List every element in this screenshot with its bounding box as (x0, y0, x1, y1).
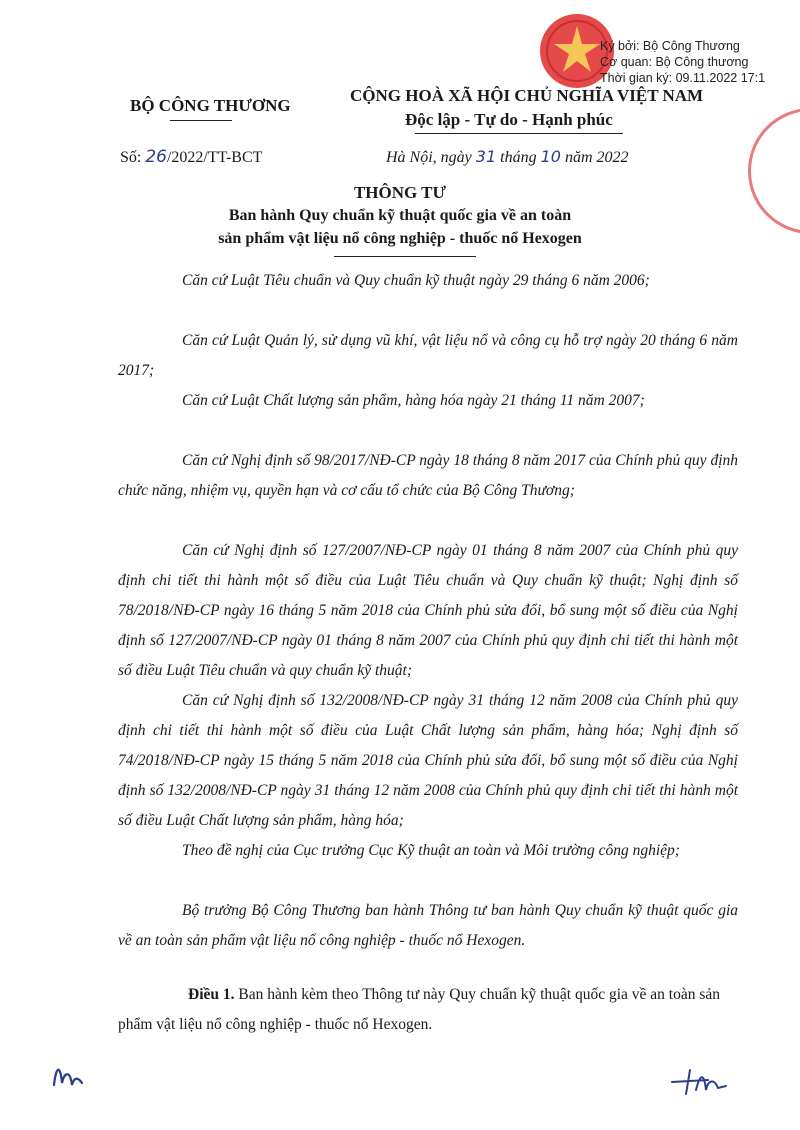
handwritten-initial-left (48, 1055, 88, 1100)
doc-number-prefix: Số: (120, 149, 142, 166)
national-motto: Độc lập - Tự do - Hạnh phúc (405, 110, 613, 129)
digital-signature-info (600, 38, 765, 86)
legal-basis-paragraph: Căn cứ Nghị định số 98/2017/NĐ-CP ngày 18 tháng 8 năm 2017 của Chính phủ quy định chức năng, nhiệm vụ, quyền hạn và cơ cấu tổ chức của Bộ Công Thương; (118, 452, 738, 499)
article-1-label: Điều 1. (188, 986, 235, 1003)
date-day-handwritten: 31 (475, 147, 497, 166)
doc-number-suffix: /2022/TT-BCT (166, 149, 263, 166)
legal-basis-paragraph: Căn cứ Nghị định số 127/2007/NĐ-CP ngày 01 tháng 8 năm 2007 của Chính phủ quy định chi tiết thi hành một số điều của Luật Tiêu chuẩn và Quy chuẩn kỹ thuật; Nghị định số 78/2018/NĐ-CP ngày 16 tháng 5 năm 2018 của Chính phủ sửa đổi, bổ sung một số điều của Nghị định số 127/2007/NĐ-CP ngày 01 tháng 8 năm 2007 của Chính phủ quy định chi tiết thi hành một số điều Luật Tiêu chuẩn và quy chuẩn kỹ thuật; (118, 542, 738, 679)
date-month-label: tháng (500, 149, 537, 166)
doc-number-handwritten: 26 (145, 147, 167, 167)
date-prefix: Hà Nội, ngày (386, 149, 472, 166)
article-1-text: Ban hành kèm theo Thông tư này Quy chuẩn kỹ thuật quốc gia về an toàn sản phẩm vật liệu nổ công nghiệp - thuốc nổ Hexogen. (118, 986, 720, 1033)
date-year: năm 2022 (564, 149, 629, 166)
signed-by-text: Ký bởi: Bộ Công Thương (600, 39, 740, 53)
date-month-handwritten: 10 (540, 147, 561, 166)
motto-underline (415, 133, 623, 134)
document-subtitle-line2: sản phẩm vật liệu nổ công nghiệp - thuốc nổ Hexogen (218, 230, 582, 247)
legal-basis-paragraph: Căn cứ Luật Chất lượng sản phẩm, hàng hóa ngày 21 tháng 11 năm 2007; (182, 392, 645, 409)
document-type-title: THÔNG TƯ (353, 183, 447, 202)
signing-agency-text: Cơ quan: Bộ Công thương (600, 55, 749, 69)
national-title: CỘNG HOÀ XÃ HỘI CHỦ NGHĨA VIỆT NAM (350, 86, 704, 105)
legal-basis-paragraph: Căn cứ Nghị định số 132/2008/NĐ-CP ngày 31 tháng 12 năm 2008 của Chính phủ quy định chi tiết thi hành một số điều của Luật Chất lượng sản phẩm, hàng hóa; Nghị định số 74/2018/NĐ-CP ngày 15 tháng 5 năm 2018 của Chính phủ sửa đổi, bổ sung một số điều của Nghị định số 132/2008/NĐ-CP ngày 31 tháng 12 năm 2008 của Chính phủ quy định chi tiết thi hành một số điều Luật Chất lượng sản phẩm, hàng hóa; (118, 692, 738, 829)
legal-basis-paragraph: Căn cứ Luật Quản lý, sử dụng vũ khí, vật liệu nổ và công cụ hỗ trợ ngày 20 tháng 6 năm 2017; (118, 332, 738, 379)
article-1 (118, 980, 748, 1040)
issuing-agency: BỘ CÔNG THƯƠNG (130, 96, 291, 115)
title-underline (334, 256, 476, 257)
issue-date (386, 147, 629, 167)
agency-underline (170, 120, 232, 121)
proposal-paragraph: Theo đề nghị của Cục trưởng Cục Kỹ thuật an toàn và Môi trường công nghiệp; (182, 842, 680, 859)
signing-time-text: Thời gian ký: 09.11.2022 17:1 (600, 71, 766, 85)
document-subtitle-line1: Ban hành Quy chuẩn kỹ thuật quốc gia về an toàn (228, 207, 572, 224)
document-number (120, 147, 262, 167)
minister-decision-paragraph: Bộ trưởng Bộ Công Thương ban hành Thông tư ban hành Quy chuẩn kỹ thuật quốc gia về an toàn sản phẩm vật liệu nổ công nghiệp - thuốc nổ Hexogen. (118, 902, 738, 949)
legal-basis-paragraph: Căn cứ Luật Tiêu chuẩn và Quy chuẩn kỹ thuật ngày 29 tháng 6 năm 2006; (182, 272, 650, 289)
handwritten-initial-right (668, 1060, 732, 1105)
